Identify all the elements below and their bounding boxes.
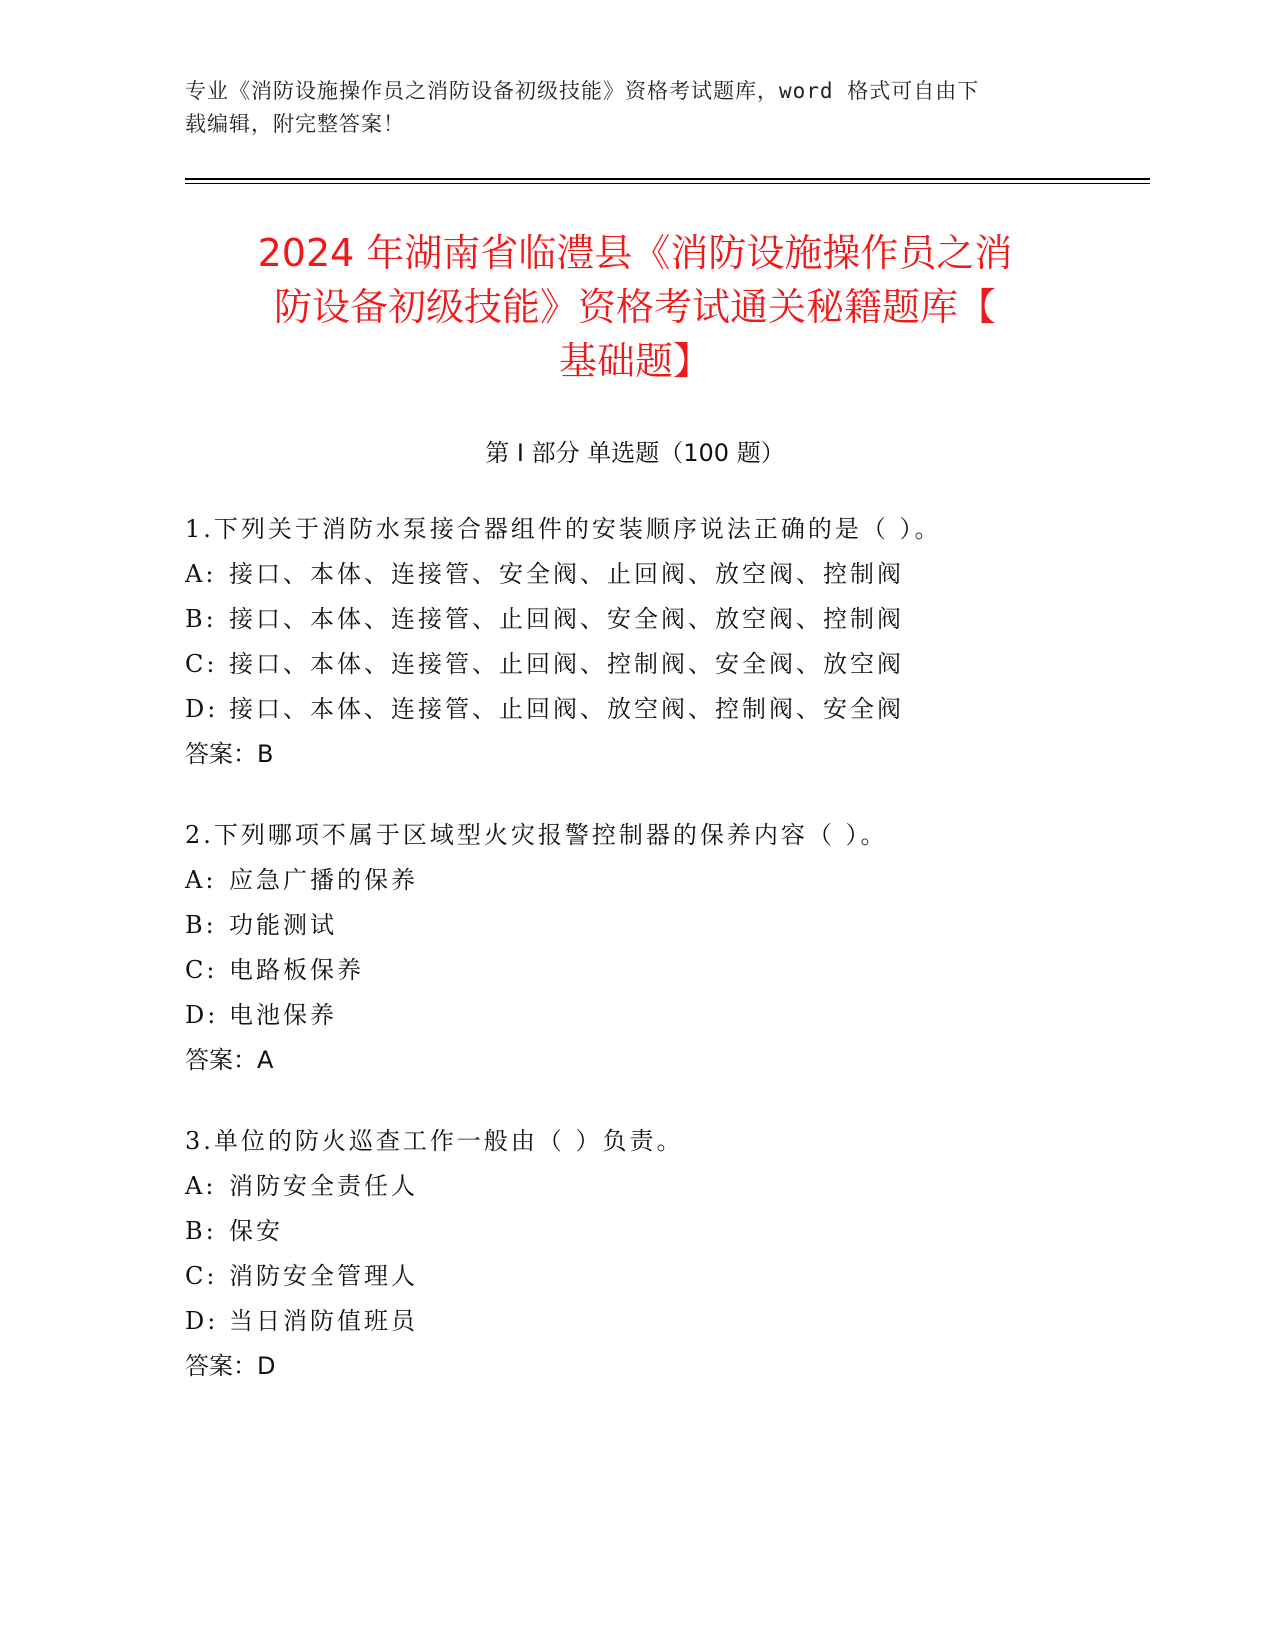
option-c <box>185 948 1085 993</box>
title-line-1: 2024 年湖南省临澧县《消防设施操作员之消 <box>257 231 1013 275</box>
question-1 <box>185 507 1085 777</box>
option-key: C: <box>185 1262 218 1290</box>
option-key: C: <box>185 650 218 678</box>
option-key: A: <box>185 1172 217 1200</box>
question-stem: 2.下列哪项不属于区域型火灾报警控制器的保养内容（ ）。 <box>185 821 888 849</box>
option-a <box>185 1164 1085 1209</box>
option-text: 电路板保养 <box>229 956 364 984</box>
option-key: B: <box>185 1217 217 1245</box>
option-key: A: <box>185 866 217 894</box>
title-line-3: 基础题】 <box>558 339 711 383</box>
option-key: C: <box>185 956 218 984</box>
option-key: B: <box>185 911 217 939</box>
option-c <box>185 1254 1085 1299</box>
option-text: 保安 <box>229 1217 283 1245</box>
section-heading: 第 I 部分 单选题（100 题） <box>485 439 785 467</box>
option-b <box>185 1209 1085 1254</box>
header-note <box>185 75 1075 141</box>
option-text: 接口、本体、连接管、止回阀、安全阀、放空阀、控制阀 <box>229 605 904 633</box>
option-key: D: <box>185 1001 219 1029</box>
question-2 <box>185 813 1085 1083</box>
option-text: 消防安全责任人 <box>229 1172 418 1200</box>
header-divider-thick <box>185 178 1150 180</box>
header-note-line-1: 专业《消防设施操作员之消防设备初级技能》资格考试题库，word 格式可自由下 <box>185 79 980 103</box>
option-key: A: <box>185 560 217 588</box>
option-text: 消防安全管理人 <box>229 1262 418 1290</box>
header-divider-thin <box>185 183 1150 184</box>
option-b <box>185 903 1085 948</box>
title-line-2: 防设备初级技能》资格考试通关秘籍题库【 <box>273 285 996 329</box>
option-text: 应急广播的保养 <box>229 866 418 894</box>
option-b <box>185 597 1085 642</box>
question-3 <box>185 1119 1085 1389</box>
option-text: 当日消防值班员 <box>229 1307 418 1335</box>
option-c <box>185 642 1085 687</box>
option-key: B: <box>185 605 217 633</box>
option-a <box>185 858 1085 903</box>
option-a <box>185 552 1085 597</box>
option-text: 接口、本体、连接管、安全阀、止回阀、放空阀、控制阀 <box>229 560 904 588</box>
question-stem: 3.单位的防火巡查工作一般由（ ）负责。 <box>185 1127 684 1155</box>
header-note-line-2: 载编辑，附完整答案！ <box>185 112 405 136</box>
answer-line: 答案：D <box>185 1352 276 1380</box>
option-key: D: <box>185 1307 219 1335</box>
option-key: D: <box>185 695 219 723</box>
answer-line: 答案：A <box>185 1046 274 1074</box>
option-d <box>185 1299 1085 1344</box>
option-d <box>185 993 1085 1038</box>
option-text: 功能测试 <box>229 911 337 939</box>
document-title <box>185 226 1085 388</box>
option-d <box>185 687 1085 732</box>
option-text: 电池保养 <box>229 1001 337 1029</box>
option-text: 接口、本体、连接管、止回阀、放空阀、控制阀、安全阀 <box>229 695 904 723</box>
answer-line: 答案：B <box>185 740 274 768</box>
question-stem: 1.下列关于消防水泵接合器组件的安装顺序说法正确的是（ ）。 <box>185 515 942 543</box>
option-text: 接口、本体、连接管、止回阀、控制阀、安全阀、放空阀 <box>229 650 904 678</box>
